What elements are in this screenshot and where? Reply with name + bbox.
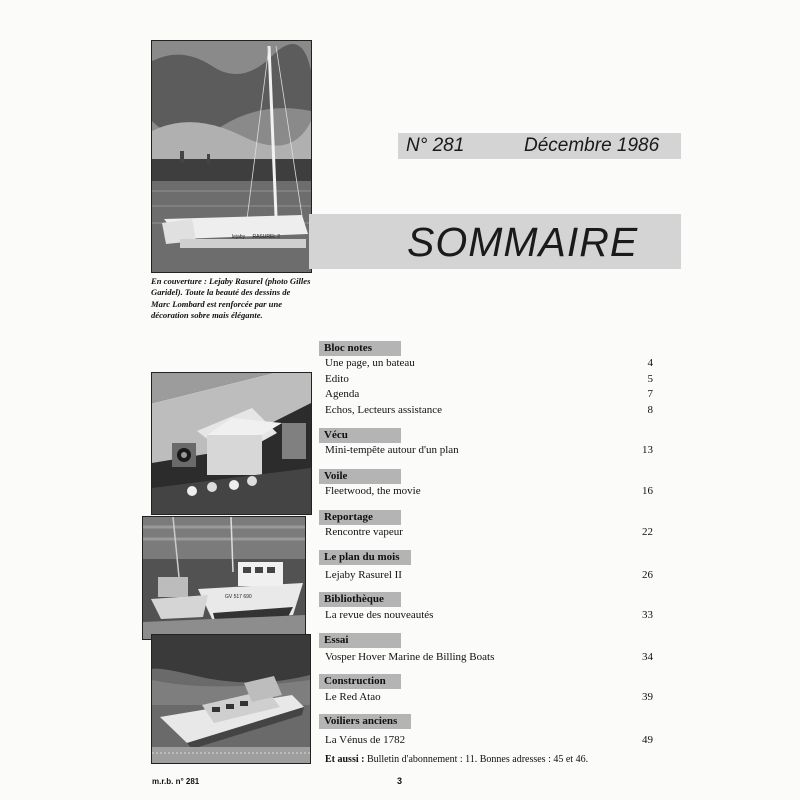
toc-entry-page: 49	[642, 734, 653, 746]
section-heading-vecu: Vécu	[319, 428, 401, 443]
toc-entry	[325, 526, 653, 539]
cover-hull-text: lejaby RASUREL 2	[232, 234, 281, 240]
toc-entry-page: 5	[647, 373, 653, 385]
toc-entry	[325, 373, 653, 386]
title-bar	[309, 214, 681, 269]
toc-entry-page: 26	[642, 569, 653, 581]
section-heading-voile: Voile	[319, 469, 401, 484]
issue-number: N° 281	[406, 135, 465, 156]
issue-date: Décembre 1986	[524, 135, 660, 156]
section-heading-essai: Essai	[319, 633, 401, 648]
toc-entry	[325, 691, 653, 704]
toc-entry-title: Fleetwood, the movie	[325, 485, 421, 497]
toc-entry-title: Mini-tempête autour d'un plan	[325, 444, 459, 456]
toc-entry-title: Le Red Atao	[325, 691, 381, 703]
trawler-hull-text: GV 517 690	[225, 594, 252, 600]
toc-entry-page: 16	[642, 485, 653, 497]
footer-magazine-ref: m.r.b. n° 281	[152, 777, 200, 786]
section-heading-plan-du-mois: Le plan du mois	[319, 550, 411, 565]
footer-page-number: 3	[397, 776, 403, 786]
toc-entry	[325, 734, 653, 747]
toc-entry-title: Rencontre vapeur	[325, 526, 403, 538]
toc-entry-title: Une page, un bateau	[325, 357, 415, 369]
toc-entry-title: Vosper Hover Marine de Billing Boats	[325, 651, 495, 663]
toc-entry-title: Agenda	[325, 388, 360, 400]
toc-entry-title: Edito	[325, 373, 349, 385]
also-label: Et aussi :	[325, 754, 365, 765]
section-heading-construction: Construction	[319, 674, 401, 689]
section-heading-voiliers-anciens: Voiliers anciens	[319, 714, 411, 729]
toc-entry-page: 8	[647, 404, 653, 416]
toc-entry-page: 13	[642, 444, 653, 456]
toc-entry-page: 33	[642, 609, 653, 621]
toc-entry-page: 34	[642, 651, 653, 663]
toc-entry	[325, 357, 653, 370]
toc-entry-title: La revue des nouveautés	[325, 609, 434, 621]
toc-entry	[325, 485, 653, 498]
section-heading-bibliotheque: Bibliothèque	[319, 592, 401, 607]
toc-entry	[325, 388, 653, 401]
toc-entry	[325, 569, 653, 582]
also-line	[325, 754, 588, 765]
deck-photo	[151, 372, 312, 515]
toc-entry-page: 4	[647, 357, 653, 369]
section-heading-reportage: Reportage	[319, 510, 401, 525]
toc-entry	[325, 444, 653, 457]
also-text: Bulletin d'abonnement : 11. Bonnes adresses : 45 et 46.	[366, 754, 589, 765]
toc-entry-page: 22	[642, 526, 653, 538]
toc-entry	[325, 651, 653, 664]
model-boat-photo	[151, 634, 311, 764]
cover-caption: En couverture : Lejaby Rasurel (photo Gilles Garidel). Toute la beauté des dessins de Marc Lombard est renforcée par une décoration sobre mais élégante.	[151, 276, 311, 321]
section-heading-bloc-notes: Bloc notes	[319, 341, 401, 356]
toc-entry-title: Echos, Lecteurs assistance	[325, 404, 442, 416]
issue-header-bar	[398, 133, 681, 159]
page-title: SOMMAIRE	[407, 219, 639, 265]
toc-entry-page: 39	[642, 691, 653, 703]
toc-entry-page: 7	[647, 388, 653, 400]
toc-entry-title: Lejaby Rasurel II	[325, 569, 402, 581]
toc-entry	[325, 404, 653, 417]
trawler-photo	[142, 516, 306, 640]
toc-entry-title: La Vénus de 1782	[325, 734, 406, 746]
toc-entry	[325, 609, 653, 622]
